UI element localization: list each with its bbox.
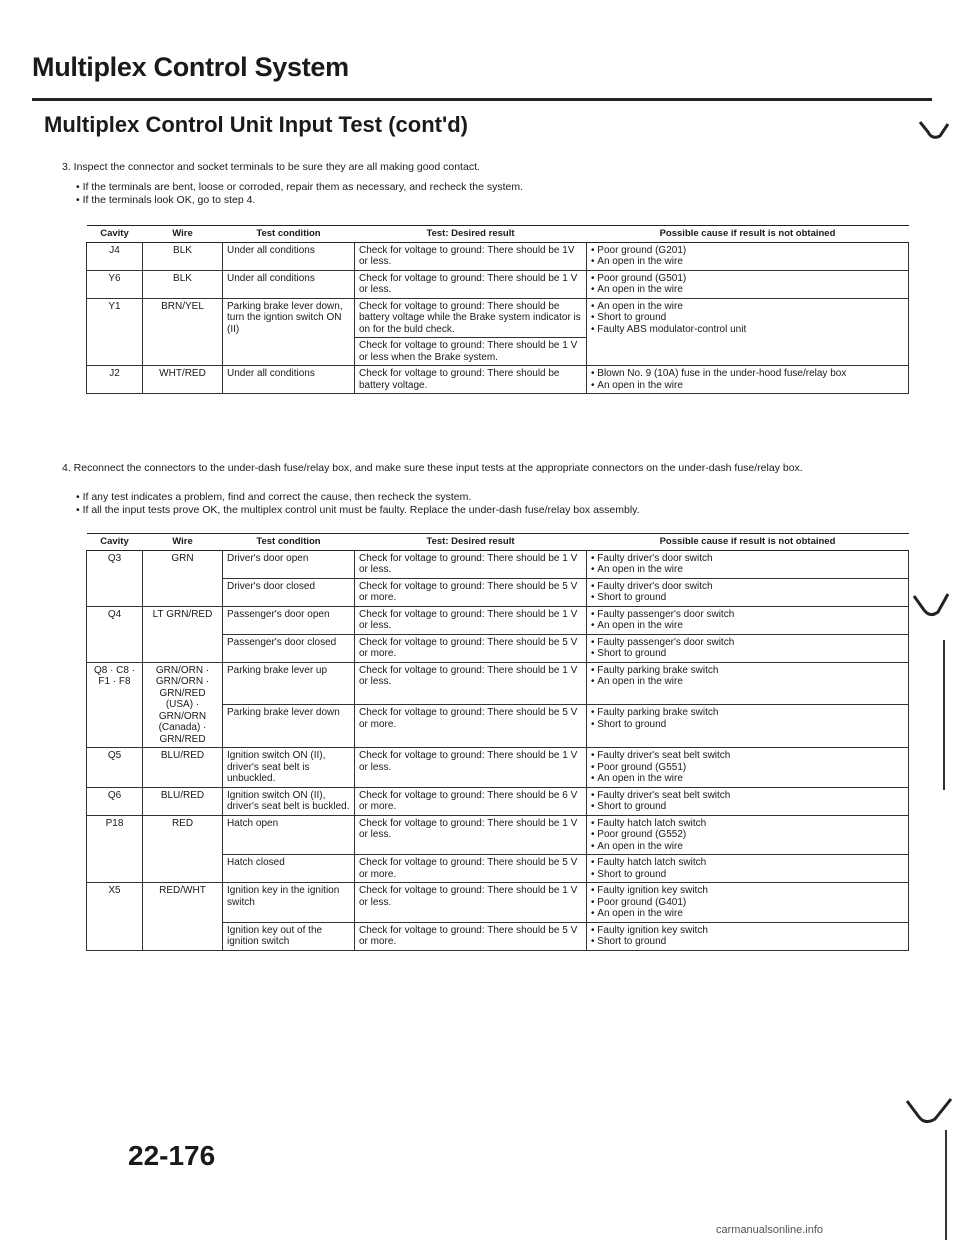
cause-item: • Faulty driver's seat belt switch <box>591 790 904 802</box>
wire-cell: BLK <box>143 270 223 298</box>
cause-item: • Faulty driver's door switch <box>591 553 904 565</box>
result-cell: Check for voltage to ground: There should be 5 V or more. <box>355 705 587 748</box>
cause-cell <box>587 298 909 366</box>
page-title: Multiplex Control System <box>32 52 349 82</box>
cause-item: • An open in the wire <box>591 380 904 392</box>
cavity-cell: Y6 <box>87 270 143 298</box>
input-test-table-1 <box>86 225 909 394</box>
condition-cell: Hatch closed <box>223 855 355 883</box>
result-cell: Check for voltage to ground: There should be 5 V or more. <box>355 922 587 950</box>
cavity-cell: P18 <box>87 815 143 883</box>
cause-cell <box>587 815 909 855</box>
cause-item: • Faulty driver's seat belt switch <box>591 750 904 762</box>
margin-hook-mark <box>912 590 952 630</box>
cavity-cell: Q3 <box>87 550 143 606</box>
footer-watermark: carmanualsonline.info <box>716 1224 824 1236</box>
table-row <box>87 748 909 788</box>
cause-item: • Faulty ignition key switch <box>591 885 904 897</box>
result-cell: Check for voltage to ground: There should be 1 V or less. <box>355 606 587 634</box>
cavity-cell: Q8 · C8 · F1 · F8 <box>87 662 143 748</box>
cause-item: • Short to ground <box>591 801 904 813</box>
result-cell: Check for voltage to ground: There should be 1 V or less when the Brake system. <box>355 338 587 366</box>
cause-cell <box>587 855 909 883</box>
cause-item: • An open in the wire <box>591 301 904 313</box>
cavity-cell: Q4 <box>87 606 143 662</box>
step-4-text: 4. Reconnect the connectors to the under-dash fuse/relay box, and make sure these input tests at the appropriate connectors on the under-dash fuse/relay box. <box>62 462 803 474</box>
result-cell: Check for voltage to ground: There should be 1 V or less. <box>355 550 587 578</box>
cause-item: • Poor ground (G401) <box>591 897 904 909</box>
cause-item: • Short to ground <box>591 719 904 731</box>
column-header-wire: Wire <box>143 534 223 551</box>
cause-item: • Blown No. 9 (10A) fuse in the under-hood fuse/relay box <box>591 368 904 380</box>
cause-cell <box>587 748 909 788</box>
cause-cell <box>587 606 909 634</box>
condition-cell: Parking brake lever up <box>223 662 355 705</box>
table-row <box>87 662 909 705</box>
cause-item: • Short to ground <box>591 936 904 948</box>
table-row <box>87 550 909 578</box>
wire-cell: RED/WHT <box>143 883 223 951</box>
result-cell: Check for voltage to ground: There should be 5 V or more. <box>355 634 587 662</box>
wire-cell: BRN/YEL <box>143 298 223 366</box>
cause-item: • Short to ground <box>591 312 904 324</box>
table-header-row <box>87 534 909 551</box>
cause-cell <box>587 270 909 298</box>
condition-cell: Under all conditions <box>223 366 355 394</box>
cavity-cell: J4 <box>87 242 143 270</box>
cause-item: • An open in the wire <box>591 620 904 632</box>
wire-cell: LT GRN/RED <box>143 606 223 662</box>
step-3-bullet-1: • If the terminals are bent, loose or corroded, repair them as necessary, and recheck the system. <box>76 181 524 193</box>
step-3-text: 3. Inspect the connector and socket terminals to be sure they are all making good contact. <box>62 161 480 173</box>
condition-cell: Ignition key out of the ignition switch <box>223 922 355 950</box>
table-row <box>87 787 909 815</box>
column-header-cavity: Cavity <box>87 534 143 551</box>
result-cell: Check for voltage to ground: There should be 1 V or less. <box>355 815 587 855</box>
table-row <box>87 242 909 270</box>
cavity-cell: X5 <box>87 883 143 951</box>
result-cell: Check for voltage to ground: There should be 5 V or more. <box>355 578 587 606</box>
table-row <box>87 815 909 855</box>
table-header-row <box>87 226 909 243</box>
cause-item: • An open in the wire <box>591 256 904 268</box>
cavity-cell: Q6 <box>87 787 143 815</box>
cavity-cell: J2 <box>87 366 143 394</box>
condition-cell: Ignition switch ON (II), driver's seat belt is buckled. <box>223 787 355 815</box>
wire-cell: BLU/RED <box>143 787 223 815</box>
cause-item: • Short to ground <box>591 869 904 881</box>
step-4-bullet-1: • If any test indicates a problem, find and correct the cause, then recheck the system. <box>76 491 472 503</box>
column-header-possible-cause: Possible cause if result is not obtained <box>587 534 909 551</box>
cause-item: • An open in the wire <box>591 908 904 920</box>
condition-cell: Ignition switch ON (II), driver's seat belt is unbuckled. <box>223 748 355 788</box>
wire-cell: BLU/RED <box>143 748 223 788</box>
condition-cell: Under all conditions <box>223 242 355 270</box>
cause-item: • Faulty parking brake switch <box>591 665 904 677</box>
cause-item: • Poor ground (G501) <box>591 273 904 285</box>
table-row <box>87 298 909 338</box>
cavity-cell: Y1 <box>87 298 143 366</box>
table-row <box>87 270 909 298</box>
condition-cell: Driver's door closed <box>223 578 355 606</box>
column-header-cavity: Cavity <box>87 226 143 243</box>
margin-hook-mark <box>918 118 952 148</box>
result-cell: Check for voltage to ground: There should be 1V or less. <box>355 242 587 270</box>
condition-cell: Passenger's door open <box>223 606 355 634</box>
cause-item: • Faulty passenger's door switch <box>591 609 904 621</box>
table-row <box>87 883 909 923</box>
column-header-desired-result: Test: Desired result <box>355 534 587 551</box>
cause-item: • Short to ground <box>591 648 904 660</box>
wire-cell: WHT/RED <box>143 366 223 394</box>
cause-item: • Faulty ignition key switch <box>591 925 904 937</box>
condition-cell: Parking brake lever down <box>223 705 355 748</box>
result-cell: Check for voltage to ground: There should be battery voltage while the Brake system indicator is on for the buld check. <box>355 298 587 338</box>
wire-cell: GRN <box>143 550 223 606</box>
cause-cell <box>587 705 909 748</box>
cause-item: • An open in the wire <box>591 841 904 853</box>
cause-cell <box>587 634 909 662</box>
result-cell: Check for voltage to ground: There should be 1 V or less. <box>355 270 587 298</box>
cause-item: • Faulty parking brake switch <box>591 707 904 719</box>
cause-cell <box>587 662 909 705</box>
page-number: 22-176 <box>128 1140 216 1171</box>
cause-cell <box>587 922 909 950</box>
margin-bar <box>942 1130 950 1240</box>
column-header-desired-result: Test: Desired result <box>355 226 587 243</box>
condition-cell: Hatch open <box>223 815 355 855</box>
cause-item: • Faulty passenger's door switch <box>591 637 904 649</box>
cause-cell <box>587 366 909 394</box>
margin-hook-mark <box>905 1095 955 1135</box>
column-header-test-condition: Test condition <box>223 226 355 243</box>
margin-bar <box>940 640 948 790</box>
wire-cell: RED <box>143 815 223 883</box>
input-test-table-2 <box>86 533 909 951</box>
cause-item: • Faulty hatch latch switch <box>591 818 904 830</box>
cause-item: • Short to ground <box>591 592 904 604</box>
table-row <box>87 606 909 634</box>
cavity-cell: Q5 <box>87 748 143 788</box>
cause-item: • An open in the wire <box>591 676 904 688</box>
cause-cell <box>587 242 909 270</box>
cause-cell <box>587 787 909 815</box>
cause-item: • Faulty ABS modulator-control unit <box>591 324 904 336</box>
step-4-bullet-2: • If all the input tests prove OK, the multiplex control unit must be faulty. Replace the under-dash fuse/relay box assembly. <box>76 504 640 516</box>
step-3-bullet-2: • If the terminals look OK, go to step 4. <box>76 194 256 206</box>
cause-item: • An open in the wire <box>591 773 904 785</box>
cause-cell <box>587 578 909 606</box>
cause-item: • Poor ground (G201) <box>591 245 904 257</box>
condition-cell: Parking brake lever down, turn the igntion switch ON (II) <box>223 298 355 366</box>
result-cell: Check for voltage to ground: There should be 1 V or less. <box>355 662 587 705</box>
cause-item: • Faulty hatch latch switch <box>591 857 904 869</box>
cause-item: • Faulty driver's door switch <box>591 581 904 593</box>
title-rule <box>32 98 932 101</box>
column-header-possible-cause: Possible cause if result is not obtained <box>587 226 909 243</box>
result-cell: Check for voltage to ground: There should be 5 V or more. <box>355 855 587 883</box>
section-title: Multiplex Control Unit Input Test (cont'd) <box>44 112 468 137</box>
cause-item: • An open in the wire <box>591 564 904 576</box>
cause-item: • Poor ground (G551) <box>591 762 904 774</box>
column-header-wire: Wire <box>143 226 223 243</box>
result-cell: Check for voltage to ground: There should be 1 V or less. <box>355 748 587 788</box>
result-cell: Check for voltage to ground: There should be 6 V or more. <box>355 787 587 815</box>
cause-item: • An open in the wire <box>591 284 904 296</box>
condition-cell: Passenger's door closed <box>223 634 355 662</box>
result-cell: Check for voltage to ground: There should be battery voltage. <box>355 366 587 394</box>
wire-cell: BLK <box>143 242 223 270</box>
result-cell: Check for voltage to ground: There should be 1 V or less. <box>355 883 587 923</box>
cause-item: • Poor ground (G552) <box>591 829 904 841</box>
condition-cell: Ignition key in the ignition switch <box>223 883 355 923</box>
condition-cell: Under all conditions <box>223 270 355 298</box>
cause-cell <box>587 550 909 578</box>
cause-cell <box>587 883 909 923</box>
table-row <box>87 366 909 394</box>
column-header-test-condition: Test condition <box>223 534 355 551</box>
condition-cell: Driver's door open <box>223 550 355 578</box>
wire-cell: GRN/ORN · GRN/ORN · GRN/RED (USA) · GRN/ORN (Canada) · GRN/RED <box>143 662 223 748</box>
